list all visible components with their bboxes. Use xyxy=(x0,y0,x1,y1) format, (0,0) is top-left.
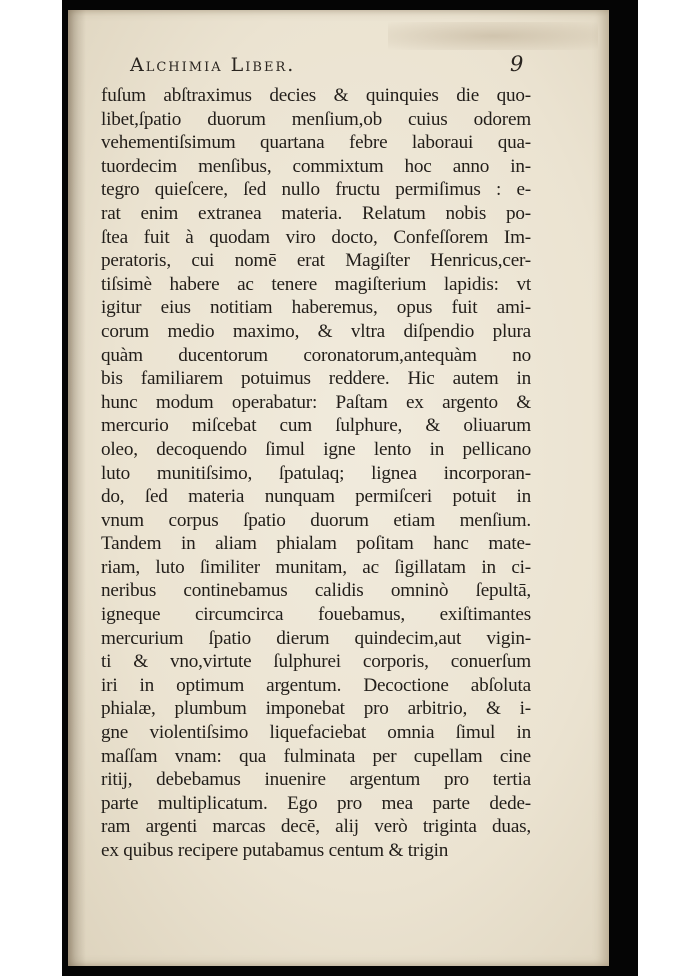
text-line: ram argenti marcas decē, alij verò triginta duas, xyxy=(101,816,531,838)
running-title: Alchimia Liber. xyxy=(130,54,296,76)
text-line: igneque circumcirca fouebamus, exiſtimantes xyxy=(101,604,531,626)
text-line: mercurium ſpatio dierum quindecim,aut vigin- xyxy=(101,627,531,649)
text-line: phialæ, plumbum imponebat pro arbitrio, & i- xyxy=(101,698,531,720)
spine-shadow xyxy=(68,10,86,966)
text-line: Tandem in aliam phialam poſitam hanc mate- xyxy=(101,533,531,555)
text-line: libet,ſpatio duorum menſium,ob cuius odorem xyxy=(101,108,531,130)
page-number: 9 xyxy=(510,52,524,76)
text-line: tuordecim menſibus, commixtum hoc anno in- xyxy=(101,155,531,177)
text-line: quàm ducentorum coronatorum,antequàm no xyxy=(101,344,531,366)
text-line: rat enim extranea materia. Relatum nobis po- xyxy=(101,202,531,224)
text-line: gne violentiſsimo liquefaciebat omnia ſimul in xyxy=(101,722,531,744)
paper-stain xyxy=(388,22,598,50)
text-line: vehementiſsimum quartana febre laboraui qua- xyxy=(101,132,531,154)
text-line: neribus continebamus calidis omninò ſepultā, xyxy=(101,580,531,602)
text-line: peratoris, cui nomē erat Magiſter Henricus,cer- xyxy=(101,250,531,272)
text-line: parte multiplicatum. Ego pro mea parte dede- xyxy=(101,792,531,814)
text-line: ex quibus recipere putabamus centum & trigin xyxy=(101,840,449,861)
text-line: riam, luto ſimiliter munitam, ac ſigillatam in ci- xyxy=(101,556,531,578)
text-line: fuſum abſtraximus decies & quinquies die quo- xyxy=(101,85,531,106)
text-line: tegro quieſcere, ſed nullo fructu permiſimus : e- xyxy=(101,179,531,201)
text-line: bis familiarem potuimus reddere. Hic autem in xyxy=(101,368,531,390)
body-text xyxy=(101,84,531,863)
text-line: igitur eius notitiam haberemus, opus fuit ami- xyxy=(101,297,531,319)
text-line: tiſsimè habere ac tenere magiſterium lapidis: vt xyxy=(101,273,531,295)
text-line: hunc modum operabatur: Paſtam ex argento & xyxy=(101,391,531,413)
text-line: do, ſed materia nunquam permiſceri potuit in xyxy=(101,486,531,508)
text-line: ſtea fuit à quodam viro docto, Confeſſorem Im- xyxy=(101,226,531,248)
text-line: maſſam vnam: qua fulminata per cupellam cine xyxy=(101,745,531,767)
text-line: ti & vno,virtute ſulphurei corporis, conuerſum xyxy=(101,651,531,673)
page-header xyxy=(130,52,550,82)
text-line: iri in optimum argentum. Decoctione abſoluta xyxy=(101,674,531,696)
text-line: oleo, decoquendo ſimul igne lento in pellicano xyxy=(101,438,531,460)
text-line: vnum corpus ſpatio duorum etiam menſium. xyxy=(101,509,531,531)
text-line: luto munitiſsimo, ſpatulaq; lignea incorporan- xyxy=(101,462,531,484)
text-line: corum medio maximo, & vltra diſpendio plura xyxy=(101,320,531,342)
text-line: mercurio miſcebat cum ſulphure, & oliuarum xyxy=(101,415,531,437)
text-line: ritij, debebamus inuenire argentum pro tertia xyxy=(101,769,531,791)
